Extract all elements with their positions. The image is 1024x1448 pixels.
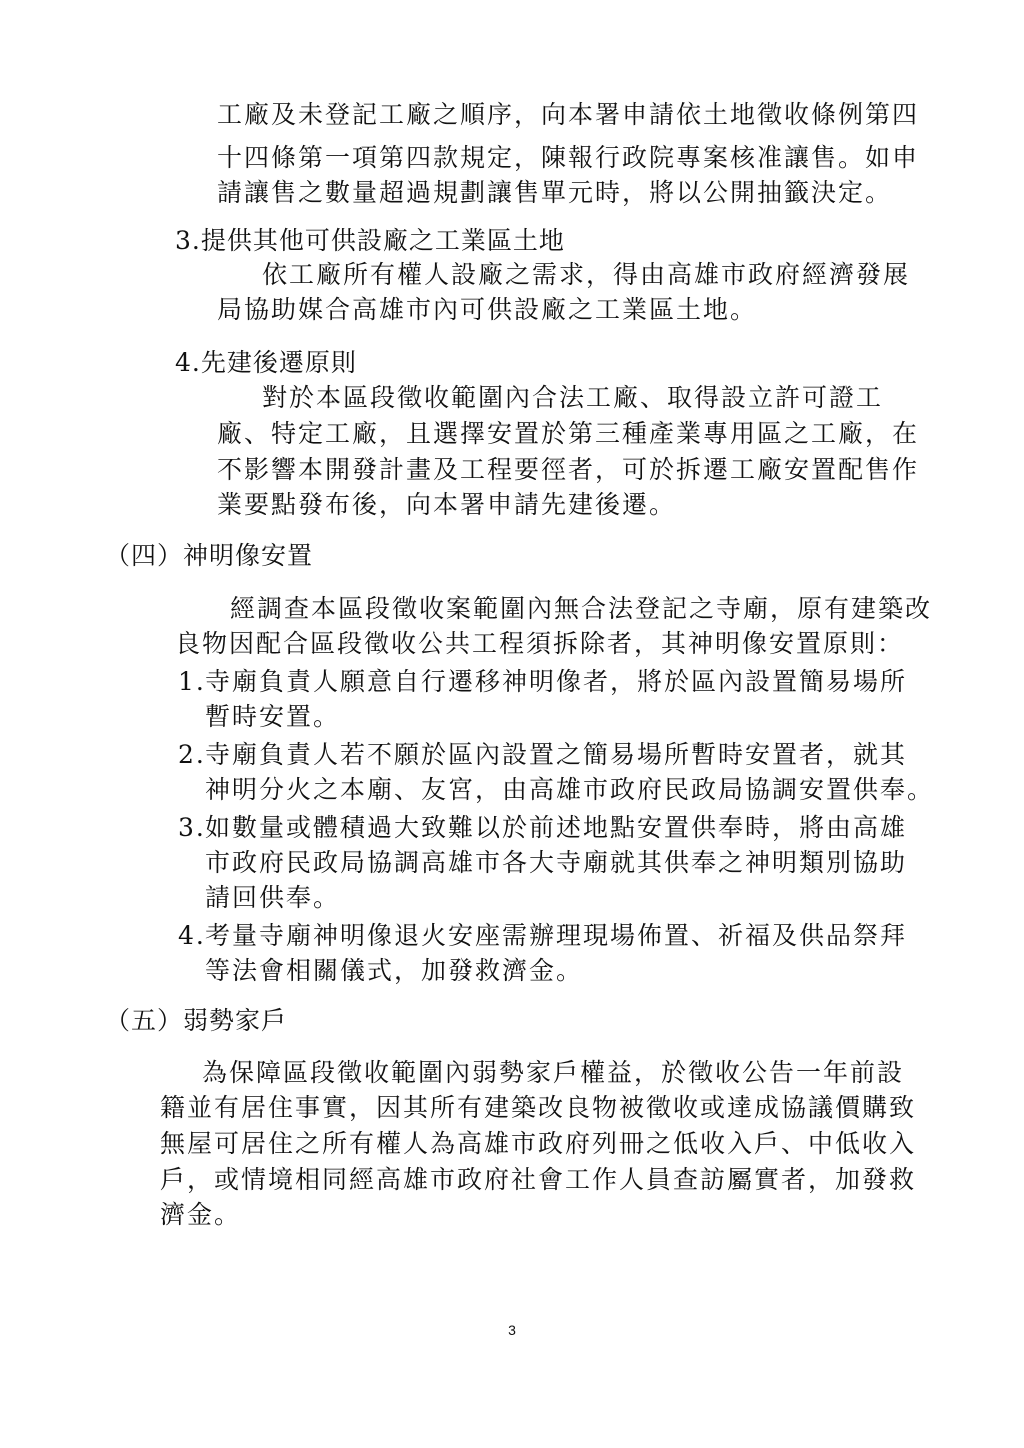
paragraph-line: 經調查本區段徵收案範圍內無合法登記之寺廟，原有建築改: [230, 594, 933, 623]
list-item-line: 考量寺廟神明像退火安座需辦理現場佈置、祈福及供品祭拜: [205, 921, 908, 950]
item-3-title: 3.提供其他可供設廠之工業區土地: [175, 226, 565, 255]
paragraph-line: 工廠及未登記工廠之順序，向本署申請依土地徵收條例第四: [217, 100, 920, 129]
paragraph-line: 濟金。: [160, 1200, 242, 1229]
list-item-number: 3.: [178, 813, 206, 842]
list-item-line: 請回供奉。: [205, 883, 341, 912]
list-item-line: 寺廟負責人願意自行遷移神明像者，將於區內設置簡易場所: [205, 667, 908, 696]
list-item-line: 暫時安置。: [205, 702, 341, 731]
paragraph-line: 不影響本開發計畫及工程要徑者，可於拆遷工廠安置配售作: [217, 455, 920, 484]
paragraph-line: 廠、特定工廠，且選擇安置於第三種產業專用區之工廠，在: [217, 419, 920, 448]
paragraph-line: 戶，或情境相同經高雄市政府社會工作人員查訪屬實者，加發救: [160, 1165, 917, 1194]
list-item-line: 市政府民政局協調高雄市各大寺廟就其供奉之神明類別協助: [205, 848, 908, 877]
list-item-line: 神明分火之本廟、友宮，由高雄市政府民政局協調安置供奉。: [205, 775, 935, 804]
paragraph-line: 局協助媒合高雄市內可供設廠之工業區土地。: [217, 295, 758, 324]
paragraph-line: 依工廠所有權人設廠之需求，得由高雄市政府經濟發展: [262, 260, 911, 289]
paragraph-line: 對於本區段徵收範圍內合法工廠、取得設立許可證工: [262, 383, 884, 412]
paragraph-line: 籍並有居住事實，因其所有建築改良物被徵收或達成協議價購致: [160, 1093, 917, 1122]
paragraph-line: 良物因配合區段徵收公共工程須拆除者，其神明像安置原則：: [175, 629, 905, 658]
paragraph-line: 業要點發布後，向本署申請先建後遷。: [217, 490, 677, 519]
page-number: 3: [508, 1322, 516, 1338]
section-5-heading: （五）弱勢家戶: [105, 1006, 288, 1035]
list-item-line: 如數量或體積過大致難以於前述地點安置供奉時，將由高雄: [205, 813, 908, 842]
paragraph-line: 十四條第一項第四款規定，陳報行政院專案核准讓售。如申: [217, 143, 920, 172]
paragraph-line: 無屋可居住之所有權人為高雄市政府列冊之低收入戶、中低收入: [160, 1129, 917, 1158]
item-4-title: 4.先建後遷原則: [175, 348, 357, 377]
list-item-number: 1.: [178, 667, 206, 696]
list-item-number: 2.: [178, 740, 206, 769]
list-item-line: 等法會相關儀式，加發救濟金。: [205, 956, 584, 985]
section-4-heading: （四）神明像安置: [105, 541, 314, 570]
paragraph-line: 請讓售之數量超過規劃讓售單元時，將以公開抽籤決定。: [217, 178, 893, 207]
paragraph-line: 為保障區段徵收範圍內弱勢家戶權益，於徵收公告一年前設: [202, 1058, 905, 1087]
list-item-number: 4.: [178, 921, 206, 950]
list-item-line: 寺廟負責人若不願於區內設置之簡易場所暫時安置者，就其: [205, 740, 908, 769]
